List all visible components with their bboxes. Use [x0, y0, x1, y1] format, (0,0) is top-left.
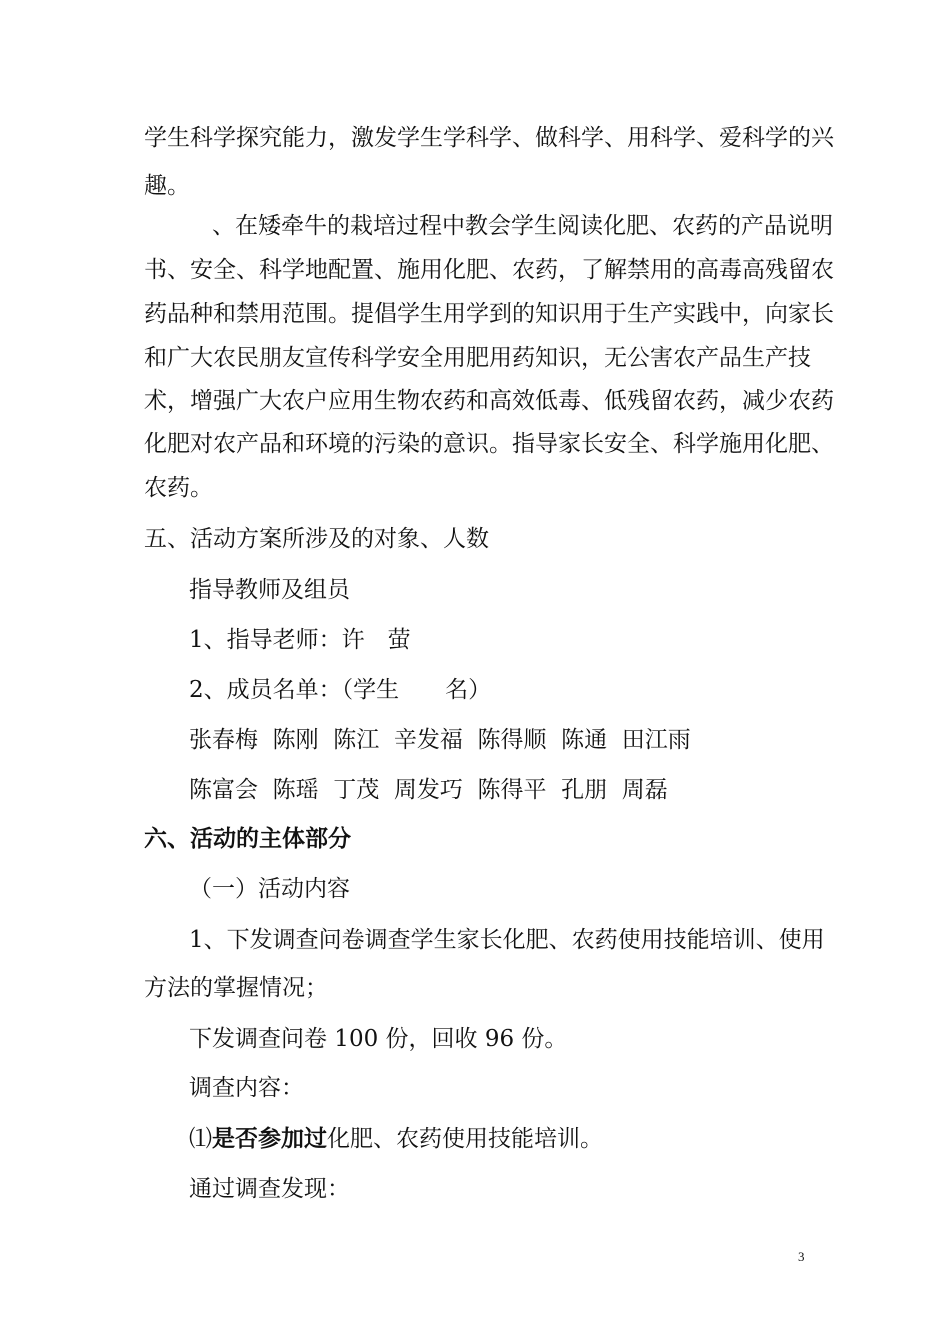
question-number: ⑴ — [189, 1126, 212, 1152]
finding-label: 通过调查发现： — [189, 1176, 350, 1202]
members-row: 张春梅 陈刚 陈江 辛发福 陈得顺 陈通 田江雨 — [189, 727, 691, 753]
paragraph-line: 和广大农民朋友宣传科学安全用肥用药知识，无公害农产品生产技 — [144, 345, 811, 371]
paragraph-line: 农药。 — [144, 475, 213, 501]
teacher-line: 1、指导老师：许 萤 — [189, 627, 411, 653]
section-heading: 五、活动方案所涉及的对象、人数 — [144, 526, 489, 552]
members-row: 陈富会 陈瑶 丁茂 周发巧 陈得平 孔朋 周磊 — [189, 777, 668, 803]
members-label: 2、成员名单：（学生 名） — [189, 677, 492, 703]
survey-content-label: 调查内容： — [189, 1075, 304, 1101]
page-number: 3 — [798, 1249, 805, 1264]
paragraph-line: 趣。 — [144, 173, 190, 199]
subsection-heading: （一）活动内容 — [189, 876, 350, 902]
survey-count: 下发调查问卷 100 份，回收 96 份。 — [189, 1026, 568, 1052]
question-line — [189, 1124, 603, 1154]
paragraph-line: 术，增强广大农户应用生物农药和高效低毒、低残留农药，减少农药 — [144, 388, 834, 414]
subheading: 指导教师及组员 — [189, 577, 350, 603]
paragraph-line: 、在矮牵牛的栽培过程中教会学生阅读化肥、农药的产品说明 — [212, 213, 833, 239]
section-heading: 六、活动的主体部分 — [144, 826, 351, 852]
paragraph-line: 书、安全、科学地配置、施用化肥、农药，了解禁用的高毒高残留农 — [144, 257, 834, 283]
paragraph-line: 1、下发调查问卷调查学生家长化肥、农药使用技能培训、使用 — [189, 927, 825, 953]
paragraph-line: 学生科学探究能力，激发学生学科学、做科学、用科学、爱科学的兴 — [144, 125, 834, 151]
paragraph-line: 化肥对农产品和环境的污染的意识。指导家长安全、科学施用化肥、 — [144, 431, 834, 457]
question-text: 化肥、农药使用技能培训。 — [327, 1126, 603, 1152]
question-bold-text: 是否参加过 — [212, 1126, 327, 1152]
paragraph-line: 药品种和禁用范围。提倡学生用学到的知识用于生产实践中，向家长 — [144, 301, 834, 327]
paragraph-line: 方法的掌握情况； — [144, 975, 328, 1001]
